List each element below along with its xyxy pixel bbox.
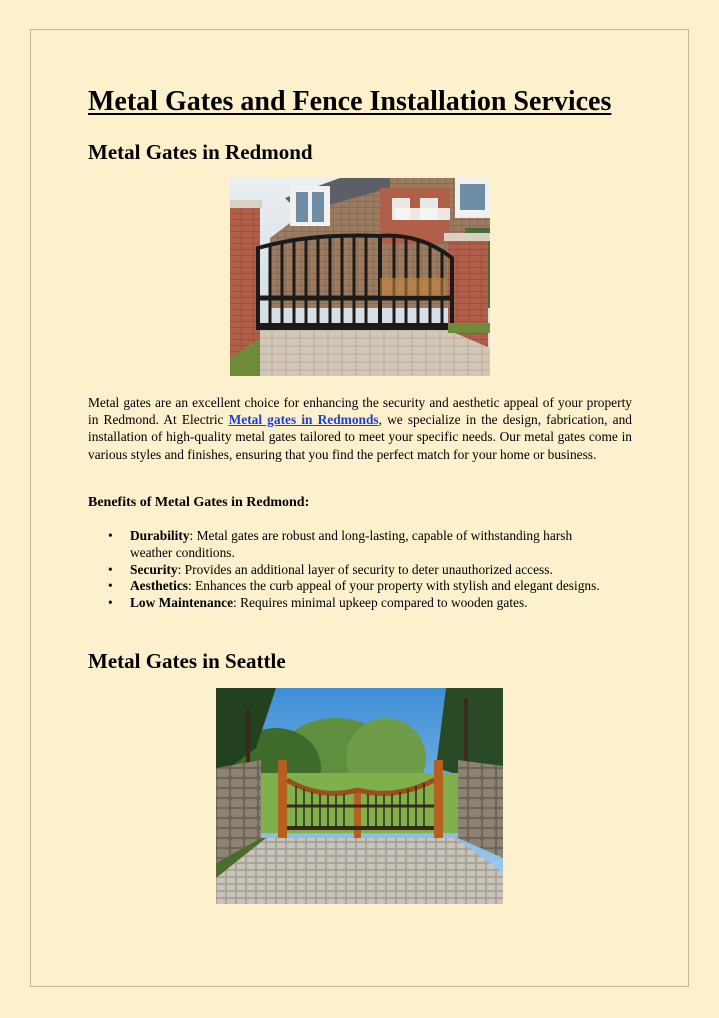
page-title: Metal Gates and Fence Installation Services [88, 86, 612, 117]
benefit-text: : Provides an additional layer of security to deter unauthorized access. [177, 561, 553, 577]
list-item [88, 562, 628, 579]
bullet: • [108, 528, 113, 543]
bullet: • [108, 578, 113, 594]
seattle-gate-photo [216, 688, 503, 904]
list-item [88, 528, 628, 562]
intro-text-after: , we specialize in the design, fabrication, and installation of high-quality metal gates tailored to meet your specific needs. Our metal gates come in various styles and finishes, ensuring that you find the perfect match for your home or business. [88, 412, 632, 462]
section-heading-redmond: Metal Gates in Redmond [88, 140, 313, 164]
benefit-text: : Enhances the curb appeal of your property with stylish and elegant designs. [188, 578, 600, 594]
seattle-gate-illustration [216, 688, 503, 904]
benefit-term: Aesthetics [130, 578, 189, 594]
benefits-title: Benefits of Metal Gates in Redmond: [88, 495, 310, 510]
benefits-list [88, 528, 628, 612]
benefit-term: Security [130, 561, 178, 577]
list-item [88, 595, 628, 612]
redmond-gate-photo [230, 178, 490, 376]
list-item [88, 578, 628, 595]
intro-paragraph [88, 394, 632, 463]
benefit-term: Low Maintenance [130, 595, 234, 611]
section-heading-seattle: Metal Gates in Seattle [88, 649, 286, 673]
benefit-text: : Requires minimal upkeep compared to wooden gates. [233, 595, 528, 611]
bullet: • [108, 561, 113, 577]
benefit-text: : Metal gates are robust and long-lasting, capable of withstanding harsh weather conditions. [130, 528, 573, 560]
benefit-term: Durability [130, 528, 190, 543]
intro-text-before: Metal gates are an excellent choice for enhancing the security and aesthetic appeal of your property in Redmond. At Electric [88, 395, 632, 428]
redmond-gate-illustration [230, 178, 490, 376]
metal-gates-link[interactable]: Metal gates in Redmonds [228, 412, 379, 428]
bullet: • [108, 595, 113, 611]
